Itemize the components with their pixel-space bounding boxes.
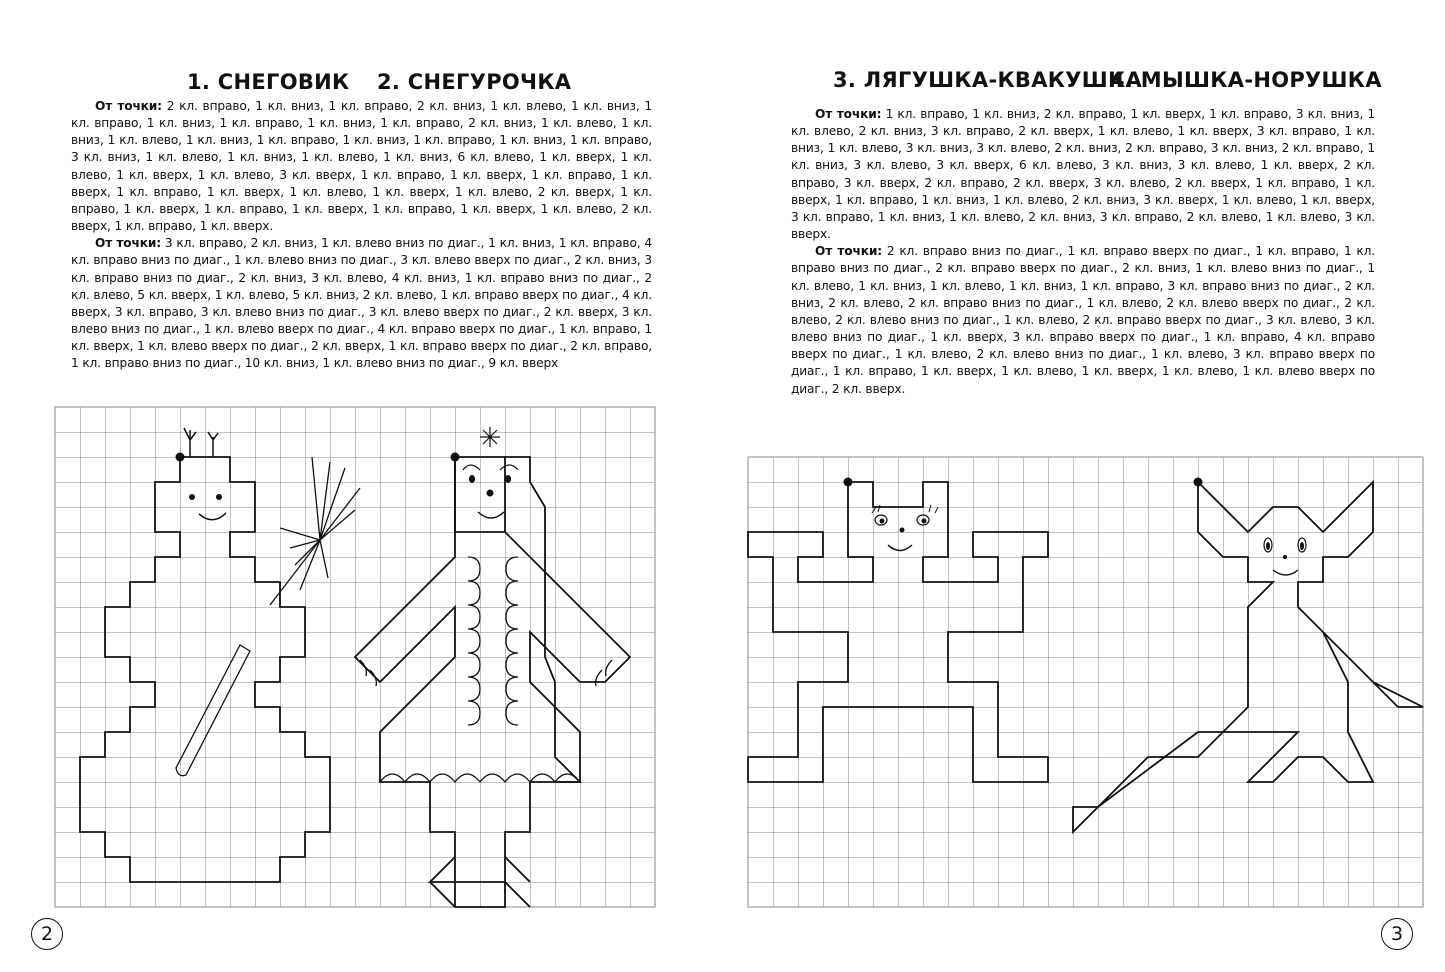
- left-title-2: 2. СНЕГУРОЧКА: [377, 70, 572, 94]
- right-p1-lead: От точки:: [815, 107, 882, 121]
- snowman-start-dot: [176, 453, 185, 462]
- right-p1-text: 1 кл. вправо, 1 кл. вниз, 2 кл. вправо, 1 кл. вверх, 1 кл. вправо, 3 кл. вниз, 1 кл. влево, 2 кл. вниз, 3 кл. вправо, 2 кл. вверх, 1 кл. влево, 1 кл. вверх, 3 кл. вправо, 1 кл. вниз, 1 кл. влево, 3 кл. вниз, 3 кл. влево, 2 кл. вниз, 2 кл. вправо, 3 кл. вниз, 2 кл. вправо, 1 кл. вниз, 3 кл. влево, 3 кл. вверх, 6 кл. влево, 3 кл. вниз, 3 кл. влево, 1 кл. вверх, 2 кл. вправо, 3 кл. вверх, 2 кл. вправо, 2 кл. вверх, 3 кл. влево, 2 кл. вверх, 1 кл. вправо, 1 кл. вверх, 1 кл. вправо, 1 кл. вниз, 1 кл. влево, 2 кл. вниз, 3 кл. вверх, 1 кл. влево, 1 кл. вверх, 3 кл. вправо, 1 кл. вниз, 1 кл. влево, 2 кл. вниз, 3 кл. вправо, 2 кл. влево, 1 кл. влево, 3 кл. вверх.: [791, 107, 1375, 242]
- right-title-1: 3. ЛЯГУШКА-КВАКУШКА: [833, 68, 1143, 92]
- right-p2-text: 2 кл. вправо вниз по диаг., 1 кл. вправо вверх по диаг., 1 кл. вправо, 1 кл. вправо вниз по диаг., 2 кл. вправо вверх по диаг., 2 кл. вниз, 1 кл. влево вниз по диаг., 1 кл. влево, 1 кл. вниз, 1 кл. влево, 1 кл. вниз, 1 кл. вправо, 3 кл. вправо вниз по диаг., 2 кл. вниз, 2 кл. влево, 2 кл. вправо вниз по диаг., 1 кл. влево, 2 кл. влево вверх по диаг., 2 кл. влево, 2 кл. влево вниз по диаг., 1 кл. влево, 2 кл. вправо вверх по диаг., 3 кл. влево, 3 кл. влево вниз по диаг., 1 кл. вверх, 3 кл. вправо вверх по диаг., 1 кл. вправо, 4 кл. вправо вверх по диаг., 1 кл. влево, 2 кл. влево вниз по диаг., 1 кл. влево, 3 кл. вправо вверх по диаг., 1 кл. вправо, 1 кл. вверх, 1 кл. влево, 1 кл. вверх, 1 кл. влево, 1 кл. влево вверх по диаг., 2 кл. вверх.: [791, 244, 1375, 396]
- frog-start-dot: [844, 478, 853, 487]
- left-title-1: 1. СНЕГОВИК: [187, 70, 350, 94]
- right-p2-lead: От точки:: [815, 244, 882, 259]
- right-grid: [746, 455, 1424, 909]
- left-p1-lead: От точки:: [95, 99, 162, 113]
- mouse-start-dot: [1194, 478, 1203, 487]
- left-grid: [53, 405, 661, 913]
- right-instructions: [791, 106, 1375, 398]
- right-title-2: 4. МЫШКА-НОРУШКА: [1110, 68, 1382, 92]
- left-instructions: [71, 98, 652, 373]
- right-paragraph-1: [791, 106, 1375, 243]
- left-paragraph-1: [71, 98, 652, 235]
- right-paragraph-2: [791, 243, 1375, 397]
- snegurochka-start-dot: [451, 453, 460, 462]
- page-number-left: 2: [31, 918, 63, 950]
- left-paragraph-2: [71, 235, 652, 372]
- left-p2-text: 3 кл. вправо, 2 кл. вниз, 1 кл. влево вниз по диаг., 1 кл. вниз, 1 кл. вправо, 4 кл. вправо вниз по диаг., 1 кл. влево вниз по диаг., 3 кл. влево вверх по диаг., 2 кл. вниз, 3 кл. вправо вниз по диаг., 2 кл. вниз, 3 кл. влево, 4 кл. вниз, 1 кл. вправо вниз по диаг., 2 кл. влево, 5 кл. вверх, 1 кл. влево, 5 кл. вниз, 2 кл. влево, 1 кл. вправо вверх по диаг., 4 кл. вверх, 3 кл. вправо, 3 кл. влево вниз по диаг., 3 кл. влево вверх по диаг., 2 кл. вверх, 3 кл. влево вниз по диаг., 1 кл. влево вверх по диаг., 4 кл. вправо вверх по диаг., 1 кл. вправо, 1 кл. вверх, 1 кл. влево вверх по диаг., 2 кл. вверх, 1 кл. вправо вверх по диаг., 2 кл. вправо, 1 кл. вправо вниз по диаг., 10 кл. вниз, 1 кл. влево вниз по диаг., 9 кл. вверх: [71, 236, 652, 371]
- page-number-right: 3: [1381, 918, 1413, 950]
- left-p1-text: 2 кл. вправо, 1 кл. вниз, 1 кл. вправо, 2 кл. вниз, 1 кл. влево, 1 кл. вниз, 1 кл. вправо, 1 кл. вниз, 1 кл. вправо, 1 кл. вниз, 1 кл. вправо, 2 кл. вниз, 1 кл. влево, 1 кл. вниз, 1 кл. влево, 1 кл. вниз, 1 кл. вправо, 1 кл. вниз, 1 кл. вправо, 1 кл. вниз, 1 кл. вправо, 3 кл. вниз, 1 кл. влево, 1 кл. вниз, 1 кл. влево, 1 кл. вниз, 6 кл. влево, 1 кл. вверх, 1 кл. влево, 1 кл. вверх, 1 кл. влево, 3 кл. вверх, 1 кл. вправо, 1 кл. вверх, 1 кл. вправо, 1 кл. вверх, 1 кл. вправо, 1 кл. вверх, 1 кл. влево, 1 кл. вверх, 1 кл. влево, 2 кл. вверх, 1 кл. вправо, 1 кл. вверх, 1 кл. вправо, 1 кл. вверх, 1 кл. вправо, 1 кл. вверх, 1 кл. влево, 2 кл. вверх, 1 кл. вправо, 1 кл. вверх.: [71, 99, 652, 234]
- left-p2-lead: От точки:: [95, 236, 161, 251]
